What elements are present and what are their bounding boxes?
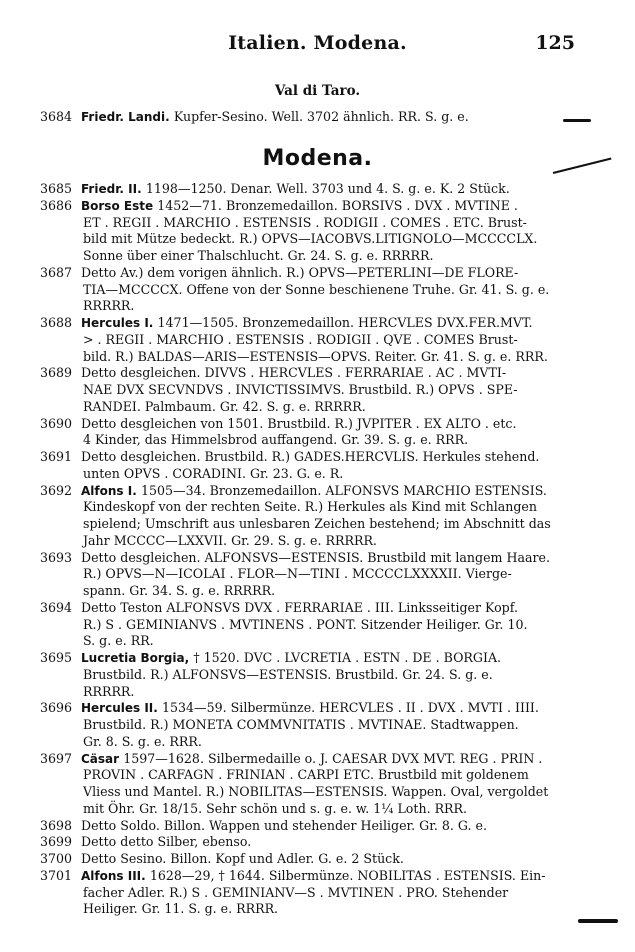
entry-text: Detto Sesino. Billon. Kopf und Adler. G. e. 2 Stück. [81,851,404,866]
ruler-name: Hercules I. [81,316,158,330]
entry-text: NAE DVX SECVNDVS . INVICTISSIMVS. Brustbild. R.) OPVS . SPE- [83,382,518,397]
entry-text: Vliess und Mantel. R.) NOBILITAS—ESTENSIS. Wappen. Oval, vergoldet [83,784,549,799]
entry-continuation-line [40,466,565,483]
entry-text: Kupfer-Sesino. Well. 3702 ähnlich. RR. S. g. e. [173,109,469,124]
entry-continuation-line [40,633,565,650]
entry-text: 1471—1505. Bronzemedaillon. HERCVLES DVX.FER.MVT. [157,315,533,330]
ruler-name: Lucretia Borgia, [81,651,194,665]
entry-text: ET . REGII . MARCHIO . ESTENSIS . RODIGII . COMES . ETC. Brust- [83,214,527,230]
catalogue-entry [40,315,565,365]
entry-first-line [40,600,565,617]
entry-first-line [40,416,565,433]
entry-text: Detto desgleichen. DIVVS . HERCVLES . FERRARIAE . AC . MVTI- [81,365,507,381]
catalogue-entry [40,483,565,550]
entry-continuation-line [40,399,565,416]
entry-text: Detto desgleichen. ALFONSVS—ESTENSIS. Brustbild mit langem Haare. [81,549,550,565]
entry-continuation-line [40,432,565,449]
entry-continuation-line [40,499,565,516]
entry-text: Detto desgleichen. Brustbild. R.) GADES.HERCVLIS. Herkules stehend. [81,449,540,464]
entry-continuation-line [40,734,565,751]
ruler-name: Alfons III. [81,868,150,883]
entry-continuation-line [40,231,565,248]
section-heading-val-di-taro: Val di Taro. [274,83,361,99]
entry-continuation-line [40,248,565,265]
entry-text: Detto Soldo. Billon. Wappen und stehender Heiliger. Gr. 8. G. e. [81,817,487,833]
catalogue-entry [40,834,565,851]
entry-continuation-line [40,885,565,902]
entry-number: 3685 [40,181,73,196]
catalogue-entry [40,818,565,835]
entry-number: 3700 [40,851,73,866]
entry-continuation-line [40,617,565,634]
entry-number: 3686 [40,197,73,213]
catalogue-entry [40,600,565,650]
entry-text: 1628—29, † 1644. Silbermünze. NOBILITAS . ESTENSIS. Ein- [149,867,546,883]
entry-text: 1597—1628. Silbermedaille o. J. CAESAR DVX MVT. REG . PRIN . [123,750,543,766]
entry-number: 3689 [40,365,73,381]
catalogue-entry [40,650,565,700]
entry-number: 3693 [40,549,73,565]
entry-text: 1505—34. Bronzemedaillon. ALFONSVS MARCHIO ESTENSIS. [140,482,547,498]
catalogue-entry [40,265,565,315]
entry-number: 3691 [40,449,73,464]
entry-first-line [40,198,565,215]
page-title: Italien. Modena. [228,32,407,54]
entry-text: PROVIN . CARFAGN . FRINIAN . CARPI ETC. Brustbild mit goldenem [83,767,529,783]
catalogue-entry [40,700,565,750]
page-number: 125 [535,32,575,54]
entry-text: Sonne über einer Thalschlucht. Gr. 24. S. g. e. RRRRR. [83,248,434,263]
entry-text: > . REGII . MARCHIO . ESTENSIS . RODIGII . QVE . COMES Brust- [83,331,518,347]
entry-text: R.) OPVS—N—ICOLAI . FLOR—N—TINI . MCCCCLXXXXII. Vierge- [83,566,512,582]
entry-text: spann. Gr. 34. S. g. e. RRRRR. [83,583,276,598]
ruler-name: Hercules II. [81,701,162,716]
entry-text: Detto detto Silber, ebenso. [81,834,252,850]
entry-continuation-line [40,298,565,315]
entry-text: Brustbild. R.) ALFONSVS—ESTENSIS. Brustbild. Gr. 24. S. g. e. [83,666,493,682]
ruler-name: Cäsar [81,751,124,766]
entry-continuation-line [40,784,565,801]
entry-text: Detto Teston ALFONSVS DVX . FERRARIAE . III. Linksseitiger Kopf. [81,599,518,615]
entry-first-line [40,315,565,332]
entry-text: RRRRR. [83,298,135,314]
entry-number: 3695 [40,650,73,665]
entry-continuation-line [40,684,565,701]
catalogue-entry [40,868,565,918]
entry-continuation-line [40,667,565,684]
entry-text: Brustbild. R.) MONETA COMMVNITATIS . MVTINAE. Stadtwappen. [83,717,519,732]
entry-continuation-line [40,717,565,734]
catalogue-entry [40,550,565,600]
entry-first-line [40,834,565,851]
entry-text: Detto Av.) dem vorigen ähnlich. R.) OPVS—PETERLINI—DE FLORE- [81,264,519,280]
catalogue-entry [40,751,565,818]
entry-first-line [40,868,565,885]
entry-text: † 1520. DVC . LVCRETIA . ESTN . DE . BORGIA. [193,650,502,665]
catalogue-entry [40,416,565,450]
entry-number: 3698 [40,817,73,833]
entry-number: 3690 [40,415,73,431]
catalogue-entry [40,449,565,483]
entry-first-line [40,483,565,500]
entry-first-line [40,109,565,126]
entry-text: unten OPVS . CORADINI. Gr. 23. G. e. R. [83,465,344,481]
entry-first-line [40,751,565,768]
entry-continuation-line [40,533,565,550]
entry-number: 3688 [40,315,73,330]
entry-text: spielend; Umschrift aus unlesbaren Zeichen bestehend; im Abschnitt das [83,516,551,531]
entry-continuation-line [40,382,565,399]
entry-number: 3684 [40,109,73,124]
entry-first-line [40,265,565,282]
entry-continuation-line [40,583,565,600]
entry-text: facher Adler. R.) S . GEMINIANV—S . MVTINEN . PRO. Stehender [83,884,509,900]
entry-continuation-line [40,801,565,818]
entry-first-line [40,818,565,835]
entry-text: 4 Kinder, das Himmelsbrod auffangend. Gr. 39. S. g. e. RRR. [83,432,469,448]
entry-text: mit Öhr. Gr. 18/15. Sehr schön und s. g. e. w. 1¼ Loth. RRR. [83,800,468,816]
entry-text: Heiliger. Gr. 11. S. g. e. RRRR. [83,901,279,917]
entry-first-line [40,851,565,868]
entry-first-line [40,365,565,382]
entry-first-line [40,550,565,567]
ruler-name: Borso Este [81,198,158,213]
entry-text: 1452—71. Bronzemedaillon. BORSIVS . DVX . MVTINE . [157,197,518,213]
section-heading-modena: Modena. [262,146,373,171]
entry-continuation-line [40,516,565,533]
entry-text: Detto desgleichen von 1501. Brustbild. R.) JVPITER . EX ALTO . etc. [81,415,517,431]
entry-first-line [40,181,565,198]
entry-text: Kindeskopf von der rechten Seite. R.) Herkules als Kind mit Schlangen [83,499,537,515]
entry-text: bild. R.) BALDAS—ARIS—ESTENSIS—OPVS. Reiter. Gr. 41. S. g. e. RRR. [83,348,548,364]
entry-continuation-line [40,215,565,232]
entry-text: Jahr MCCCC—LXXVII. Gr. 29. S. g. e. RRRRR. [83,532,377,548]
entry-continuation-line [40,767,565,784]
catalogue-entry [40,851,565,868]
entry-text: RRRRR. [83,683,135,699]
entry-continuation-line [40,349,565,366]
entry-number: 3692 [40,482,73,498]
entry-first-line [40,650,565,667]
pen-dash-mark [563,119,591,122]
entry-text: Gr. 8. S. g. e. RRR. [83,733,202,749]
entry-text: RANDEI. Palmbaum. Gr. 42. S. g. e. RRRRR. [83,398,366,414]
entry-continuation-line [40,332,565,349]
ruler-name: Friedr. II. [81,182,146,196]
entry-number: 3694 [40,599,73,615]
catalogue-entry [40,109,565,126]
running-header [0,32,635,60]
catalogue-entry [40,198,565,265]
ruler-name: Alfons I. [81,483,141,498]
entry-continuation-line [40,282,565,299]
entry-number: 3697 [40,750,73,766]
catalogue-entry [40,181,565,198]
entry-continuation-line [40,901,565,918]
entry-number: 3699 [40,834,73,850]
entry-text: 1198—1250. Denar. Well. 3703 und 4. S. g. e. K. 2 Stück. [145,181,510,196]
entry-text: R.) S . GEMINIANVS . MVTINENS . PONT. Sitzender Heiliger. Gr. 10. [83,616,528,632]
entry-text: S. g. e. RR. [83,633,154,649]
entry-text: 1534—59. Silbermünze. HERCVLES . II . DVX . MVTI . IIII. [162,700,539,716]
entry-text: TIA—MCCCCX. Offene von der Sonne beschienene Truhe. Gr. 41. S. g. e. [83,281,550,297]
ruler-name: Friedr. Landi. [81,110,174,124]
entry-number: 3701 [40,867,73,883]
catalogue-entry [40,365,565,415]
pen-dash-mark-bottom [578,919,618,923]
entry-number: 3687 [40,264,73,280]
entry-first-line [40,700,565,717]
entry-number: 3696 [40,700,73,716]
entry-first-line [40,449,565,466]
entry-continuation-line [40,566,565,583]
entry-text: bild mit Mütze bedeckt. R.) OPVS—IACOBVS.LITIGNOLO—MCCCCLX. [83,231,538,247]
